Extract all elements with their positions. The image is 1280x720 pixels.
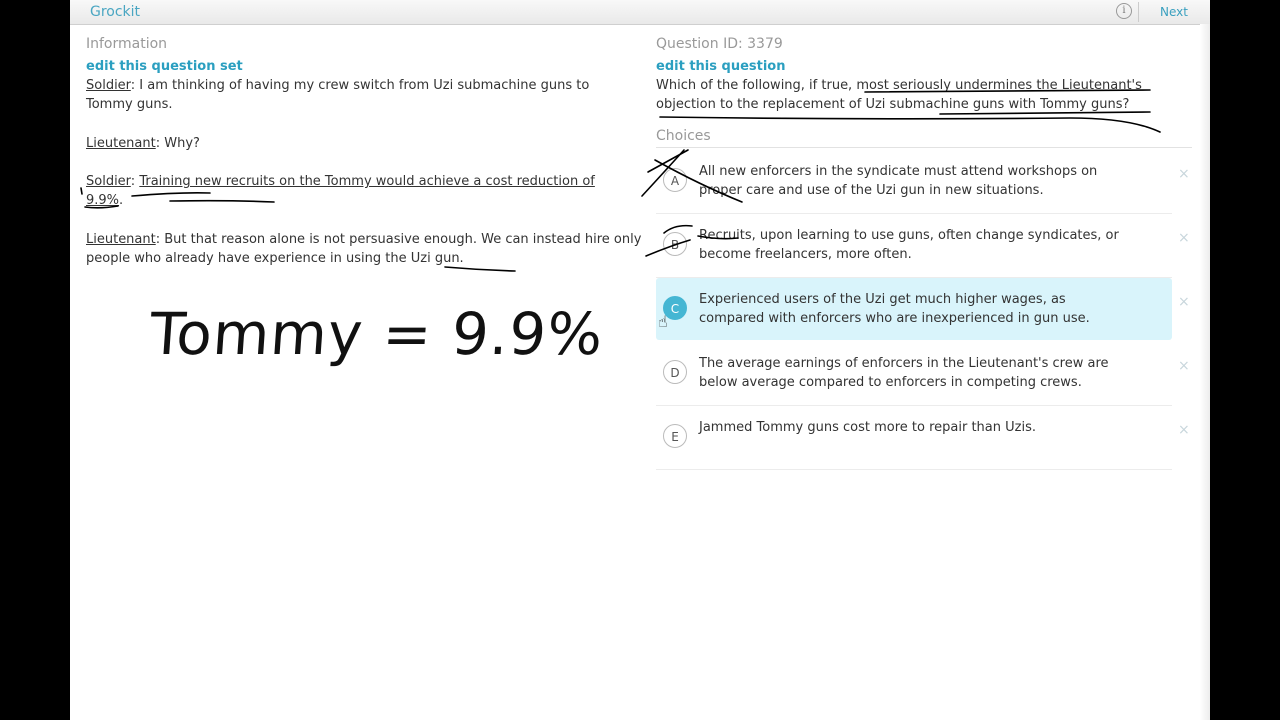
choice-letter-b[interactable]: B [663,232,687,256]
choice-text[interactable]: Jammed Tommy guns cost more to repair than Uzis. [699,420,1036,435]
choice-b[interactable] [656,214,1190,276]
choice-letter-a[interactable]: A [663,168,687,192]
choice-letter-d[interactable]: D [663,360,687,384]
choices-heading: Choices [656,128,711,144]
next-button[interactable]: Next [1160,5,1188,19]
choices-divider [656,147,1192,148]
choice-e[interactable] [656,406,1190,468]
top-toolbar [70,0,1210,25]
edit-question-link[interactable]: edit this question [656,59,786,74]
panel-edge-shadow [1200,24,1210,720]
dialogue-text: : But that reason alone is not persuasive enough. We can instead hire only people who already have experience in using the Uzi gun. [86,232,642,266]
choice-letter-c[interactable]: C [663,296,687,320]
speaker-name: Lieutenant [86,232,156,247]
remove-choice-icon[interactable]: × [1178,294,1190,310]
question-id: Question ID: 3379 [656,36,783,52]
toolbar-divider [1138,2,1139,22]
dialogue-line [86,230,646,268]
speaker-name: Soldier [86,174,131,189]
choice-divider [656,469,1172,470]
dialogue-line [86,76,626,114]
tick-mark [81,188,82,194]
choice-text[interactable]: Experienced users of the Uzi get much higher wages, as compared with enforcers who are inexperienced in gun use. [699,292,1090,326]
underline-stroke [660,117,1160,132]
information-heading: Information [86,36,168,52]
choice-text[interactable]: All new enforcers in the syndicate must attend workshops on proper care and use of the Uzi gun in new situations. [699,164,1098,198]
speaker-name: Lieutenant [86,136,156,151]
dialogue-text-underlined: Training new recruits on the Tommy would achieve a cost reduction of 9.9% [86,174,595,208]
remove-choice-icon[interactable]: × [1178,230,1190,246]
dialogue-line [86,134,626,153]
remove-choice-icon[interactable]: × [1178,422,1190,438]
choice-letter-e[interactable]: E [663,424,687,448]
grockit-logo[interactable]: Grockit [90,4,141,20]
choice-c[interactable] [656,278,1190,340]
dialogue-text: : Why? [155,136,200,151]
dialogue-text: . [119,193,124,208]
edit-question-set-link[interactable]: edit this question set [86,59,243,74]
dialogue-text: : I am thinking of having my crew switch from Uzi submachine guns to Tommy guns. [86,78,590,112]
choice-text[interactable]: Recruits, upon learning to use guns, often change syndicates, or become freelancers, more often. [699,228,1119,262]
speaker-name: Soldier [86,78,131,93]
remove-choice-icon[interactable]: × [1178,358,1190,374]
question-stem: Which of the following, if true, most seriously undermines the Lieutenant's objection to the replacement of Uzi submachine guns with Tommy guns? [656,78,1142,112]
info-icon[interactable]: i [1116,3,1132,19]
choice-a[interactable] [656,150,1190,212]
choice-text[interactable]: The average earnings of enforcers in the Lieutenant's crew are below average compared to enforcers in competing crews. [699,356,1109,390]
app-window [70,0,1210,720]
hand-cursor-icon: ☝ [658,312,668,331]
dialogue-line: Soldier: Training new recruits on the Tommy would achieve a cost reduction of 9.9%. [86,174,595,208]
remove-choice-icon[interactable]: × [1178,166,1190,182]
choice-d[interactable] [656,342,1190,404]
handwritten-note: Tommy = 9.9% [147,300,606,368]
